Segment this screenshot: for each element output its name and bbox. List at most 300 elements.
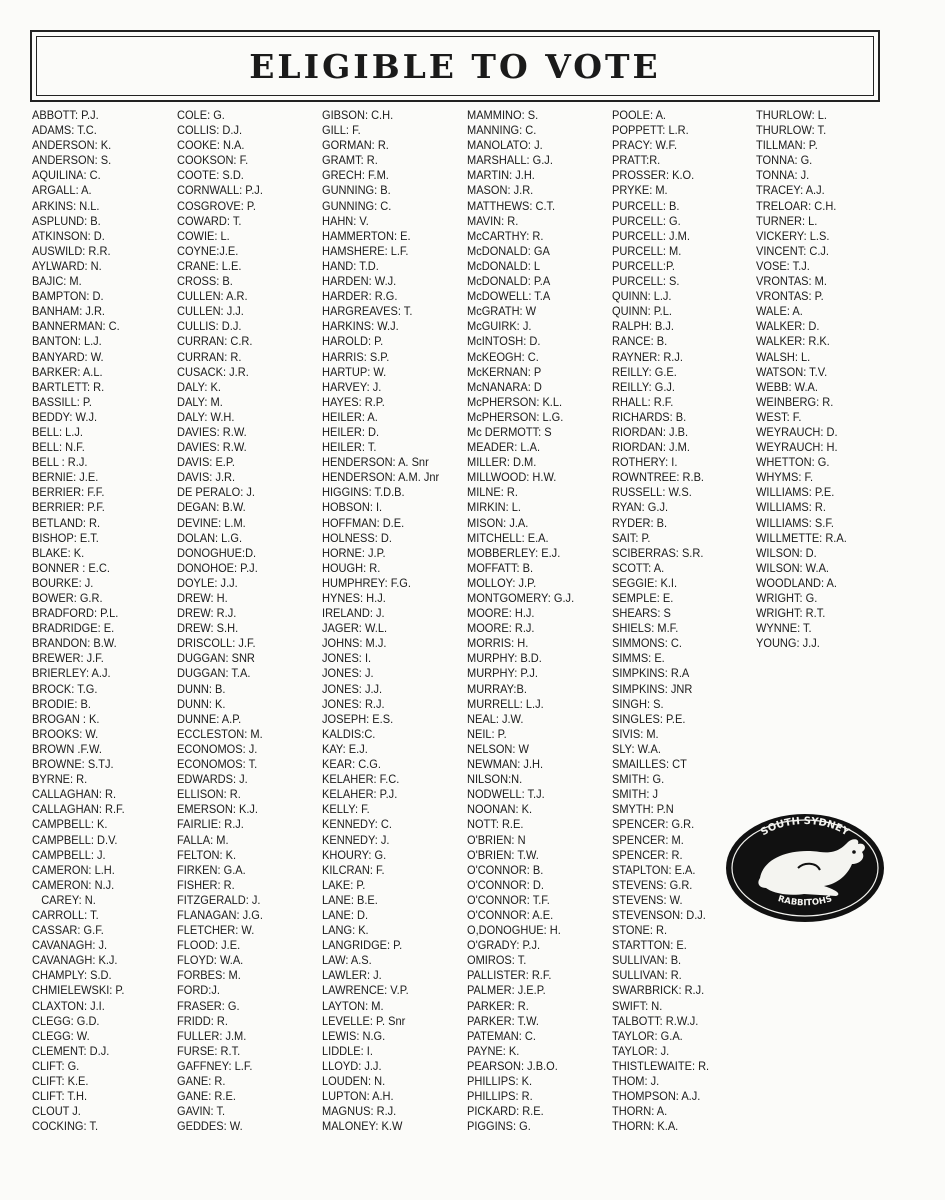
member-name: LANGRIDGE: P. [322,938,403,953]
member-name: ATKINSON: D. [32,228,105,243]
member-name: McINTOSH: D. [467,334,541,349]
member-name: COOKSON: F. [177,153,249,168]
member-name: KALDIS:C. [322,726,376,741]
member-name: HAYES: R.P. [322,394,385,409]
member-name: WHETTON: G. [756,455,830,470]
member-name: WILSON: W.A. [756,560,829,575]
member-name: TONNA: J. [756,168,810,183]
name-column-1 [32,108,177,1134]
member-name: COCKING: T. [32,1119,99,1134]
member-name: SIMMONS: C. [612,636,682,651]
member-name: ROTHERY: I. [612,455,678,470]
member-name: McGUIRK: J. [467,319,532,334]
member-name: PURCELL: M. [612,243,682,258]
member-name: O'CONNOR: T.F. [467,892,550,907]
member-name: CULLIS: D.J. [177,319,242,334]
name-column-4 [467,108,612,1134]
member-name: BROCK: T.G. [32,681,98,696]
member-name: PURCELL: S. [612,274,680,289]
member-name: GIBSON: C.H. [322,108,394,122]
member-name: HARGREAVES: T. [322,304,413,319]
member-name: STAPLTON: E.A. [612,862,696,877]
member-name: NODWELL: T.J. [467,787,545,802]
member-name: WALKER: R.K. [756,334,830,349]
member-name: HARDEN: W.J. [322,274,397,289]
member-name: SAIT: P. [612,530,651,545]
member-name: MONTGOMERY: G.J. [467,591,575,605]
member-name: LEVELLE: P. Snr [322,1013,406,1028]
member-name: PROSSER: K.O. [612,168,695,183]
member-name: FELTON: K. [177,847,237,862]
member-name: VOSE: T.J. [756,258,810,273]
member-name: LAW: A.S. [322,953,372,968]
member-name: RIORDAN: J.B. [612,424,689,439]
member-name: CLIFT: G. [32,1058,80,1073]
member-name: PICKARD: R.E. [467,1104,544,1119]
member-name: STONE: R. [612,923,668,938]
member-name: NOTT: R.E. [467,817,524,832]
member-name: DUGGAN: SNR [177,651,255,666]
member-name: McDOWELL: T.A [467,289,551,304]
member-name: HEILER: A. [322,409,378,424]
member-name: HOFFMAN: D.E. [322,515,405,530]
member-name: PAYNE: K. [467,1043,520,1058]
member-name: CULLEN: A.R. [177,289,248,304]
member-name: NEIL: P. [467,726,507,741]
member-name: KEAR: C.G. [322,757,381,772]
member-name: FLOOD: J.E. [177,938,241,953]
member-name: CHAMPLY: S.D. [32,968,112,983]
member-name: WEBB: W.A. [756,379,818,394]
member-name: HARKINS: W.J. [322,319,399,334]
member-name: MOLLOY: J.P. [467,575,537,590]
member-name: CRANE: L.E. [177,258,242,273]
member-name: WEINBERG: R. [756,394,834,409]
member-name: QUINN: P.L. [612,304,672,319]
member-name: COLLIS: D.J. [177,123,243,138]
member-name: SULLIVAN: B. [612,953,682,968]
member-name: ECCLESTON: M. [177,726,263,741]
member-name: CAMPBELL: J. [32,847,106,862]
page-title: ELIGIBLE TO VOTE [249,46,661,86]
member-name: AYLWARD: N. [32,258,102,273]
member-name: BARKER: A.L. [32,364,103,379]
member-name: REILLY: G.J. [612,379,676,394]
member-name: MAMMINO: S. [467,108,539,122]
title-frame [30,30,880,102]
member-name: YOUNG: J.J. [756,636,820,651]
member-name: VINCENT: C.J. [756,243,829,258]
member-name: FLETCHER: W. [177,923,255,938]
member-name: DALY: K. [177,379,221,394]
member-name: HEILER: T. [322,440,377,455]
member-name: MASON: J.R. [467,183,534,198]
member-name: BRADRIDGE: E. [32,621,115,636]
member-name: COWARD: T. [177,213,242,228]
member-name: MILLWOOD: H.W. [467,470,557,485]
member-name: THURLOW: L. [756,108,827,122]
member-name: SULLIVAN: R. [612,968,682,983]
member-name: MORRIS: H. [467,636,529,651]
member-name: AQUILINA: C. [32,168,101,183]
member-name: McCARTHY: R. [467,228,544,243]
member-name: MOORE: R.J. [467,621,535,636]
member-name: RUSSELL: W.S. [612,485,692,500]
name-column-3 [322,108,467,1134]
member-name: GAVIN: T. [177,1104,226,1119]
member-name: SWARBRICK: R.J. [612,983,705,998]
member-name: FIRKEN: G.A. [177,862,246,877]
member-name: WILLIAMS: S.F. [756,515,834,530]
member-name: MANNING: C. [467,123,537,138]
member-name: AUSWILD: R.R. [32,243,111,258]
member-name: QUINN: L.J. [612,289,672,304]
member-name: JONES: I. [322,651,372,666]
member-name: TRELOAR: C.H. [756,198,837,213]
member-name: MARTIN: J.H. [467,168,535,183]
member-name: SINGLES: P.E. [612,711,686,726]
member-name: ASPLUND: B. [32,213,101,228]
member-name: MITCHELL: E.A. [467,530,549,545]
member-name: JONES: R.J. [322,696,385,711]
member-name: LAKE: P. [322,877,366,892]
member-name: HIGGINS: T.D.B. [322,485,405,500]
member-name: SMITH: G. [612,772,665,787]
member-name: KELLY: F. [322,802,370,817]
member-name: VRONTAS: M. [756,274,827,289]
member-name: NOONAN: K. [467,802,533,817]
member-name: DAVIS: E.P. [177,455,235,470]
member-name: DALY: W.H. [177,409,235,424]
member-name: PURCELL: J.M. [612,228,690,243]
svg-text:RABBITOHS: RABBITOHS [776,894,834,909]
member-name: JOSEPH: E.S. [322,711,394,726]
member-name: RYDER: B. [612,515,668,530]
member-name: FAIRLIE: R.J. [177,817,244,832]
member-name: BRIERLEY: A.J. [32,666,111,681]
member-name: HAND: T.D. [322,258,379,273]
member-name: PURCELL:P. [612,258,676,273]
member-name: CROSS: B. [177,274,233,289]
member-name: DRISCOLL: J.F. [177,636,256,651]
member-name: SHEARS: S [612,606,671,621]
member-name: NILSON:N. [467,772,523,787]
member-name: MOORE: H.J. [467,606,535,621]
member-name: PALLISTER: R.F. [467,968,552,983]
member-name: COOTE: S.D. [177,168,244,183]
member-name: HOLNESS: D. [322,530,392,545]
member-name: McDONALD: P.A [467,274,551,289]
member-name: DOYLE: J.J. [177,575,238,590]
member-name: MEADER: L.A. [467,440,541,455]
member-name: COLE: G. [177,108,225,122]
member-name: MILLER: D.M. [467,455,537,470]
member-name: HAMSHERE: L.F. [322,243,409,258]
member-name: PHILLIPS: K. [467,1074,533,1088]
member-name: PEARSON: J.B.O. [467,1058,558,1073]
member-name: HOBSON: I. [322,500,383,515]
member-name: CASSAR: G.F. [32,923,104,938]
member-name: KENNEDY: J. [322,832,390,847]
member-name: LANG: K. [322,923,369,938]
title-inner-border [36,36,874,96]
member-name: CURRAN: R. [177,349,242,364]
member-name: KAY: E.J. [322,741,368,756]
member-name: RANCE: B. [612,334,668,349]
member-name: O'CONNOR: A.E. [467,907,554,922]
member-name: POPPETT: L.R. [612,123,689,138]
member-name: WRIGHT: G. [756,591,818,605]
member-name: DAVIS: J.R. [177,470,236,485]
member-name: CALLAGHAN: R. [32,787,117,802]
member-name: HOUGH: R. [322,560,381,575]
member-name: HARTUP: W. [322,364,387,379]
member-name: SEMPLE: E. [612,591,674,605]
member-name: WILLIAMS: P.E. [756,485,835,500]
member-name: CULLEN: J.J. [177,304,244,319]
member-name: HAROLD: P. [322,334,384,349]
member-name: DUNNE: A.P. [177,711,242,726]
member-name: BRADFORD: P.L. [32,606,119,621]
member-name: FORD:J. [177,983,220,998]
member-name: STEVENS: W. [612,892,683,907]
member-name: VICKERY: L.S. [756,228,830,243]
member-name: GANE: R. [177,1074,226,1088]
member-name: DREW: S.H. [177,621,239,636]
member-name: CUSACK: J.R. [177,364,249,379]
member-name: BOWER: G.R. [32,591,103,605]
member-name: WRIGHT: R.T. [756,606,826,621]
member-name: PIGGINS: G. [467,1119,531,1134]
member-name: BRANDON: B.W. [32,636,117,651]
member-name: PALMER: J.E.P. [467,983,546,998]
member-name: NELSON: W [467,741,529,756]
member-name: GEDDES: W. [177,1119,243,1134]
member-name: FITZGERALD: J. [177,892,261,907]
member-name: THISTLEWAITE: R. [612,1058,710,1073]
member-name: WALSH: L. [756,349,811,364]
member-name: PURCELL: G. [612,213,681,228]
member-name: BANHAM: J.R. [32,304,105,319]
member-name: THURLOW: T. [756,123,827,138]
member-name: WATSON: T.V. [756,364,828,379]
member-name: STEVENS: G.R. [612,877,693,892]
member-name: CHMIELEWSKI: P. [32,983,125,998]
member-name: IRELAND: J. [322,606,385,621]
member-name: BROWNE: S.TJ. [32,757,114,772]
member-name: MAGNUS: R.J. [322,1104,397,1119]
member-name: HAMMERTON: E. [322,228,411,243]
member-name: BROOKS: W. [32,726,99,741]
name-column-5 [612,108,757,1134]
member-name: MALONEY: K.W [322,1119,403,1134]
member-name: WOODLAND: A. [756,575,837,590]
member-name: BERRIER: P.F. [32,500,105,515]
member-name: CLEGG: G.D. [32,1013,100,1028]
member-name: SLY: W.A. [612,741,661,756]
member-name: ARGALL: A. [32,183,92,198]
member-name: O'CONNOR: D. [467,877,544,892]
member-name: DREW: R.J. [177,606,237,621]
member-name: O,DONOGHUE: H. [467,923,561,938]
member-name: FLOYD: W.A. [177,953,244,968]
member-name: CAMERON: L.H. [32,862,115,877]
member-name: HARRIS: S.P. [322,349,390,364]
member-name: GUNNING: C. [322,198,392,213]
member-name: WHYMS: F. [756,470,814,485]
member-name: O'BRIEN: T.W. [467,847,539,862]
member-name: DALY: M. [177,394,223,409]
member-name: SIMMS: E. [612,651,665,666]
member-name: WILLMETTE: R.A. [756,530,847,545]
member-name: WILSON: D. [756,545,817,560]
member-name: SEGGIE: K.I. [612,575,678,590]
member-name: BROWN .F.W. [32,741,102,756]
member-name: TILLMAN: P. [756,138,818,153]
member-name: MATTHEWS: C.T. [467,198,556,213]
member-name: MAVIN: R. [467,213,519,228]
member-name: GUNNING: B. [322,183,391,198]
member-name: McDONALD: L [467,258,541,273]
member-name: LUPTON: A.H. [322,1089,394,1104]
member-name: DONOGHUE:D. [177,545,257,560]
member-name: MURRELL: L.J. [467,696,544,711]
member-name: PRYKE: M. [612,183,668,198]
member-name: SCIBERRAS: S.R. [612,545,704,560]
member-name: LAYTON: M. [322,998,384,1013]
member-name: DOLAN: L.G. [177,530,243,545]
member-name: HENDERSON: A.M. Jnr [322,470,440,485]
member-name: BREWER: J.F. [32,651,104,666]
member-name: SMAILLES: CT [612,757,687,772]
member-name: O'BRIEN: N [467,832,526,847]
member-name: KENNEDY: C. [322,817,392,832]
member-name: LAWLER: J. [322,968,382,983]
member-name: SPENCER: G.R. [612,817,695,832]
member-name: RALPH: B.J. [612,319,674,334]
member-name: MANOLATO: J. [467,138,543,153]
member-name: ADAMS: T.C. [32,123,97,138]
member-name: ARKINS: N.L. [32,198,100,213]
member-name: CLEGG: W. [32,1028,90,1043]
member-name: SPENCER: R. [612,847,683,862]
member-name: ANDERSON: K. [32,138,112,153]
member-name: EDWARDS: J. [177,772,248,787]
member-name: CURRAN: C.R. [177,334,253,349]
member-name: CAMERON: N.J. [32,877,115,892]
member-name: BLAKE: K. [32,545,85,560]
member-name: PARKER: R. [467,998,529,1013]
member-name: ROWNTREE: R.B. [612,470,705,485]
member-name: THORN: A. [612,1104,668,1119]
member-name: WALE: A. [756,304,803,319]
member-name: KELAHER: F.C. [322,772,400,787]
member-name: HENDERSON: A. Snr [322,455,429,470]
member-name: TALBOTT: R.W.J. [612,1013,699,1028]
member-name: NEAL: J.W. [467,711,524,726]
member-name: KILCRAN: F. [322,862,385,877]
member-name: CARROLL: T. [32,907,99,922]
member-name: TAYLOR: G.A. [612,1028,683,1043]
member-name: MIRKIN: L. [467,500,521,515]
member-name: BARTLETT: R. [32,379,105,394]
member-name: ABBOTT: P.J. [32,108,99,122]
member-name: COWIE: L. [177,228,230,243]
member-name: SCOTT: A. [612,560,665,575]
member-name: BAJIC: M. [32,274,82,289]
member-name: JOHNS: M.J. [322,636,387,651]
member-name: FRASER: G. [177,998,240,1013]
member-name: PARKER: T.W. [467,1013,539,1028]
member-name: TAYLOR: J. [612,1043,670,1058]
member-name: BANYARD: W. [32,349,104,364]
member-name: GAFFNEY: L.F. [177,1058,253,1073]
member-name: LANE: D. [322,907,369,922]
member-name: BRODIE: B. [32,696,91,711]
member-name: JAGER: W.L. [322,621,388,636]
member-name: CALLAGHAN: R.F. [32,802,125,817]
member-name: WYNNE: T. [756,621,812,636]
south-sydney-rabbitohs-logo [724,812,886,924]
member-name: McPHERSON: K.L. [467,394,563,409]
member-name: FALLA: M. [177,832,229,847]
svg-text:SOUTH SYDNEY: SOUTH SYDNEY [759,815,851,839]
member-name: PRATT:R. [612,153,661,168]
member-name: MOFFATT: B. [467,560,534,575]
member-name: McPHERSON: L.G. [467,409,564,424]
member-name: HARDER: R.G. [322,289,398,304]
member-name: LANE: B.E. [322,892,378,907]
member-name: BYRNE: R. [32,772,88,787]
member-name: MARSHALL: G.J. [467,153,553,168]
member-name: LOUDEN: N. [322,1074,386,1088]
member-name: BANNERMAN: C. [32,319,120,334]
member-name: SIMPKINS: JNR [612,681,693,696]
member-name: DEGAN: B.W. [177,500,246,515]
member-name: CAMPBELL: K. [32,817,108,832]
member-name: MOBBERLEY: E.J. [467,545,561,560]
member-name: ECONOMOS: T. [177,757,258,772]
member-name: NEWMAN: J.H. [467,757,544,772]
member-name: GILL: F. [322,123,361,138]
member-name: LLOYD: J.J. [322,1058,382,1073]
member-name: DUGGAN: T.A. [177,666,251,681]
member-name: SMITH: J [612,787,658,802]
member-name: BELL: L.J. [32,424,83,439]
member-name: RHALL: R.F. [612,394,674,409]
member-name: COYNE:J.E. [177,243,239,258]
member-name: HYNES: H.J. [322,591,386,605]
member-name: O'CONNOR: B. [467,862,544,877]
member-name: LIDDLE: I. [322,1043,373,1058]
member-name: DREW: H. [177,591,228,605]
member-name: SIVIS: M. [612,726,659,741]
member-name: BANTON: L.J. [32,334,102,349]
member-name: WEYRAUCH: D. [756,424,838,439]
member-name: BELL: N.F. [32,440,85,455]
member-name: BOURKE: J. [32,575,94,590]
member-name: CAVANAGH: J. [32,938,108,953]
member-name: HORNE: J.P. [322,545,386,560]
member-name: TONNA: G. [756,153,813,168]
member-name: MURRAY:B. [467,681,527,696]
member-name: PRACY: W.F. [612,138,678,153]
member-name: COSGROVE: P. [177,198,256,213]
member-name: DEVINE: L.M. [177,515,246,530]
member-name: BAMPTON: D. [32,289,104,304]
member-name: MURPHY: P.J. [467,666,538,681]
member-name: HARVEY: J. [322,379,382,394]
